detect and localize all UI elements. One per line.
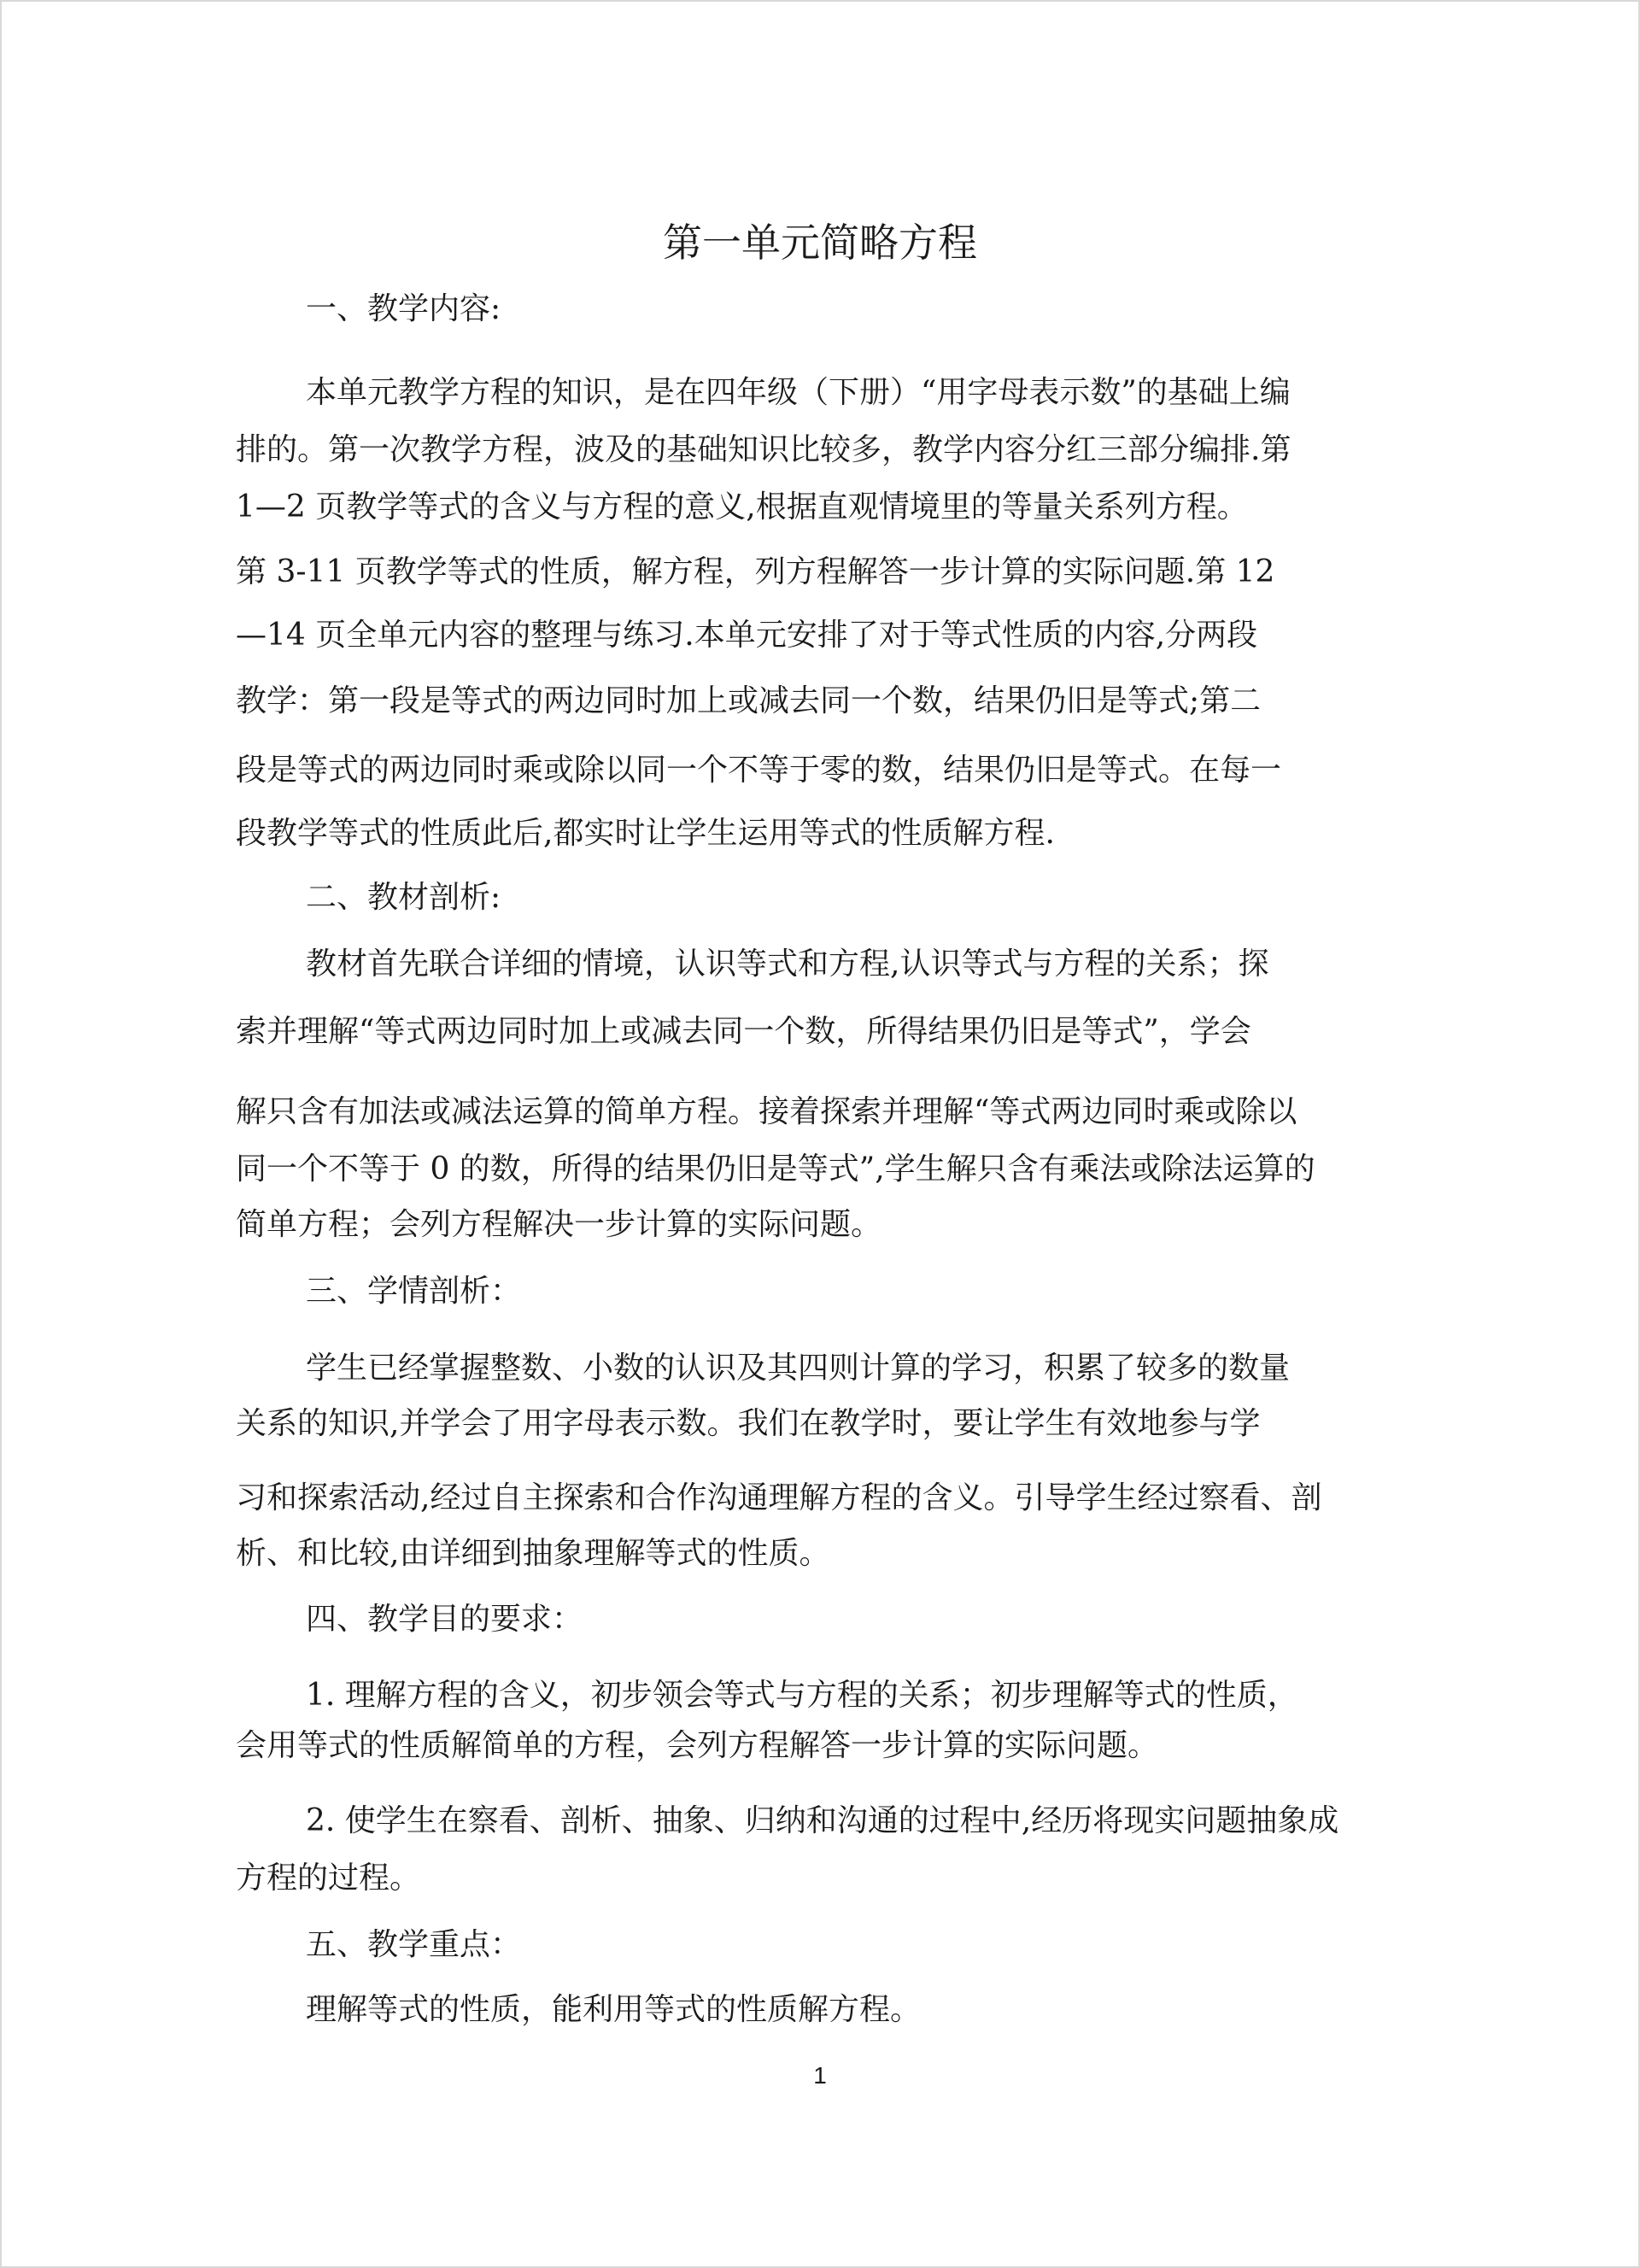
heading-teaching-content: 一、教学内容: xyxy=(306,291,501,326)
paragraph-line: 段教学等式的性质此后,都实时让学生运用等式的性质解方程. xyxy=(236,816,1055,851)
paragraph-line: 简单方程；会列方程解决一步计算的实际问题。 xyxy=(236,1207,882,1242)
paragraph-line: 关系的知识,并学会了用字母表示数。我们在教学时，要让学生有效地参与学 xyxy=(236,1406,1261,1441)
paragraph-line: 习和探索活动,经过自主探索和合作沟通理解方程的含义。引导学生经过察看、剖 xyxy=(236,1480,1322,1515)
paragraph-line: 解只含有加法或减法运算的简单方程。接着探索并理解“等式两边同时乘或除以 xyxy=(236,1094,1297,1129)
paragraph-line: 教学：第一段是等式的两边同时加上或减去同一个数，结果仍旧是等式;第二 xyxy=(236,683,1262,718)
document-title: 第一单元简略方程 xyxy=(663,220,977,266)
heading-teaching-objectives: 四、教学目的要求： xyxy=(306,1602,583,1637)
paragraph-line: 方程的过程。 xyxy=(236,1861,421,1896)
objective-item-2: 2. 使学生在察看、剖析、抽象、归纳和沟通的过程中,经历将现实问题抽象成 xyxy=(306,1803,1339,1838)
paragraph-line: 本单元教学方程的知识，是在四年级（下册）“用字母表示数”的基础上编 xyxy=(306,375,1291,410)
paragraph-line: 同一个不等于 0 的数，所得的结果仍旧是等式”,学生解只含有乘法或除法运算的 xyxy=(236,1152,1315,1187)
paragraph-line: 理解等式的性质，能利用等式的性质解方程。 xyxy=(306,1992,922,2027)
paragraph-line: 教材首先联合详细的情境，认识等式和方程,认识等式与方程的关系；探 xyxy=(306,946,1269,982)
paragraph-line: 索并理解“等式两边同时加上或减去同一个数，所得结果仍旧是等式”，学会 xyxy=(236,1014,1251,1049)
heading-textbook-analysis: 二、教材剖析: xyxy=(306,880,501,915)
paragraph-line: 1—2 页教学等式的含义与方程的意义,根据直观情境里的等量关系列方程。 xyxy=(236,489,1248,525)
objective-item-1: 1. 理解方程的含义，初步领会等式与方程的关系；初步理解等式的性质， xyxy=(306,1678,1298,1713)
heading-learner-analysis: 三、学情剖析： xyxy=(306,1274,522,1309)
paragraph-line: —14 页全单元内容的整理与练习.本单元安排了对于等式性质的内容,分两段 xyxy=(236,618,1258,653)
paragraph-line: 学生已经掌握整数、小数的认识及其四则计算的学习，积累了较多的数量 xyxy=(306,1351,1291,1386)
paragraph-line: 析、和比较,由详细到抽象理解等式的性质。 xyxy=(236,1536,830,1571)
page-number: 1 xyxy=(813,2062,827,2089)
paragraph-line: 段是等式的两边同时乘或除以同一个不等于零的数，结果仍旧是等式。在每一 xyxy=(236,753,1282,788)
paragraph-line: 会用等式的性质解简单的方程，会列方程解答一步计算的实际问题。 xyxy=(236,1728,1159,1763)
paragraph-line: 排的。第一次教学方程，波及的基础知识比较多，教学内容分红三部分编排.第 xyxy=(236,432,1292,467)
heading-teaching-focus: 五、教学重点： xyxy=(306,1927,522,1962)
paragraph-line: 第 3-11 页教学等式的性质，解方程，列方程解答一步计算的实际问题.第 12 xyxy=(236,554,1275,589)
